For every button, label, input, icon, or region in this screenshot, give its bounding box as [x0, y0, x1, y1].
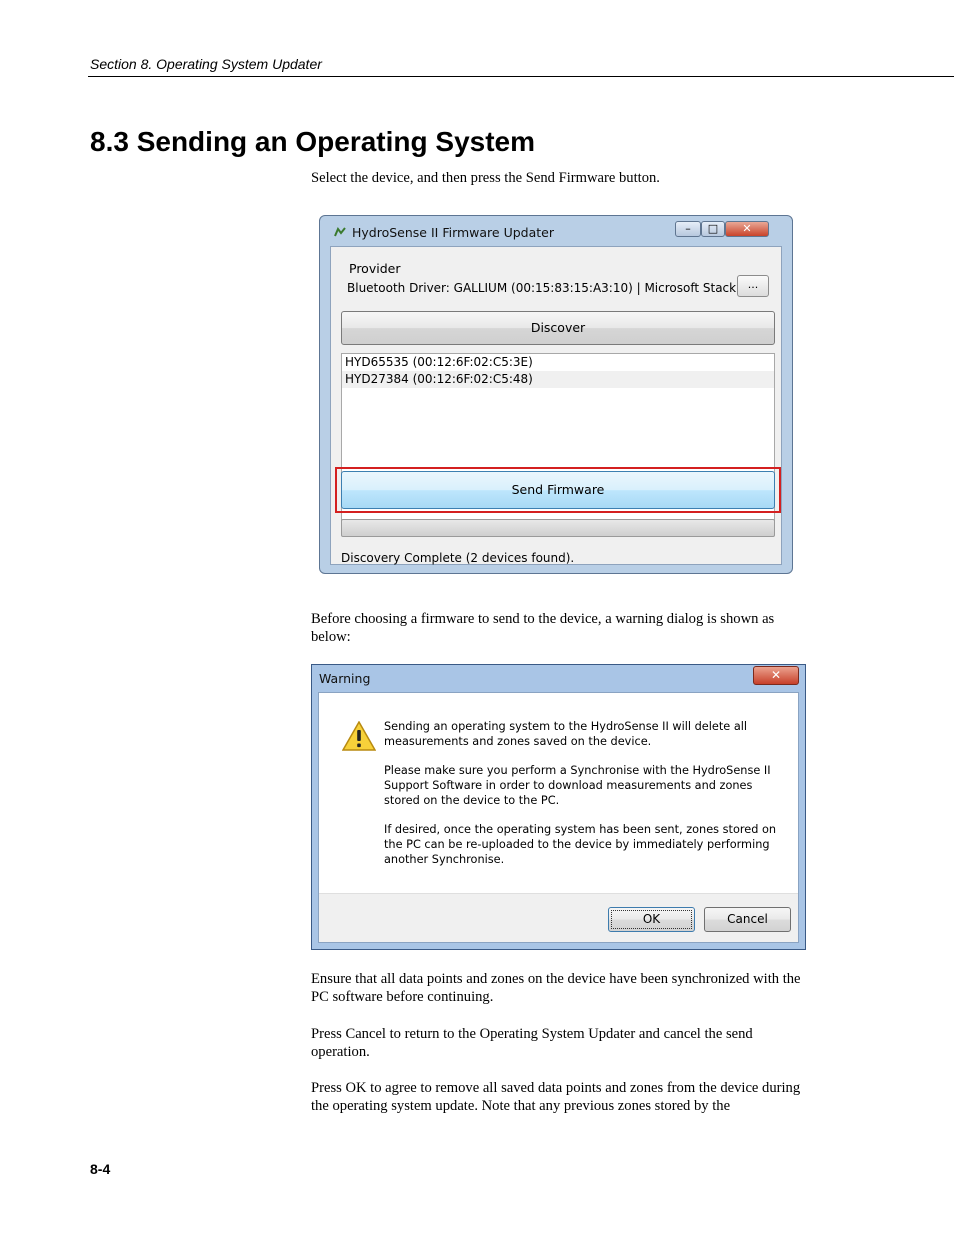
warning-message-paragraph: Sending an operating system to the HydroSense II will delete all measurements and zones saved on the device. [384, 720, 748, 748]
warning-message [384, 719, 784, 881]
ensure-paragraph: Ensure that all data points and zones on the device have been synchronized with the PC software before continuing. [311, 971, 801, 1005]
app-icon [334, 227, 346, 237]
firmware-updater-client [330, 246, 782, 565]
send-firmware-button[interactable]: Send Firmware [341, 471, 775, 509]
status-text: Discovery Complete (2 devices found). [341, 551, 575, 565]
firmware-updater-titlebar [320, 216, 792, 246]
running-header: Section 8. Operating System Updater [90, 56, 322, 72]
ok-paragraph: Press OK to agree to remove all saved data points and zones from the device during the operating system update. Note that any previous zones stored by the [311, 1080, 801, 1114]
close-button[interactable]: ✕ [725, 221, 769, 237]
header-rule [88, 76, 954, 77]
warning-dialog-title: Warning [319, 671, 371, 686]
cancel-button[interactable]: Cancel [704, 907, 791, 932]
send-firmware-highlight [335, 467, 781, 513]
section-title: 8.3 Sending an Operating System [90, 126, 536, 157]
provider-browse-button[interactable]: ... [737, 275, 769, 297]
cancel-paragraph: Press Cancel to return to the Operating System Updater and cancel the send operation. [311, 1026, 753, 1060]
minimize-button[interactable]: – [675, 221, 701, 237]
warning-dialog-footer [319, 893, 798, 942]
page-number: 8-4 [90, 1161, 111, 1177]
warning-dialog-client [318, 692, 799, 943]
ok-button[interactable]: OK [608, 907, 695, 932]
warning-close-button[interactable]: ✕ [753, 666, 799, 685]
progress-bar [341, 519, 775, 537]
warning-dialog [311, 664, 806, 950]
firmware-updater-title: HydroSense II Firmware Updater [352, 225, 554, 240]
provider-label: Provider [349, 261, 401, 276]
before-warning-paragraph: Before choosing a firmware to send to the device, a warning dialog is shown as below: [311, 611, 775, 645]
warning-message-paragraph: Please make sure you perform a Synchronise with the HydroSense II Support Software in order to download measurements and zones stored on the device to the PC. [384, 764, 771, 807]
device-list-item[interactable]: HYD27384 (00:12:6F:02:C5:48) [342, 371, 774, 388]
firmware-updater-window [319, 215, 793, 574]
intro-paragraph: Select the device, and then press the Send Firmware button. [311, 170, 660, 186]
warning-message-paragraph: If desired, once the operating system has been sent, zones stored on the PC can be re-uploaded to the device by immediately performing another Synchronise. [384, 823, 777, 866]
warning-triangle-icon [342, 721, 376, 751]
maximize-button[interactable]: □ [701, 221, 725, 237]
discover-button[interactable]: Discover [341, 311, 775, 345]
device-list-item[interactable]: HYD65535 (00:12:6F:02:C5:3E) [345, 355, 533, 369]
provider-value: Bluetooth Driver: GALLIUM (00:15:83:15:A3:10) | Microsoft Stack [347, 281, 737, 295]
